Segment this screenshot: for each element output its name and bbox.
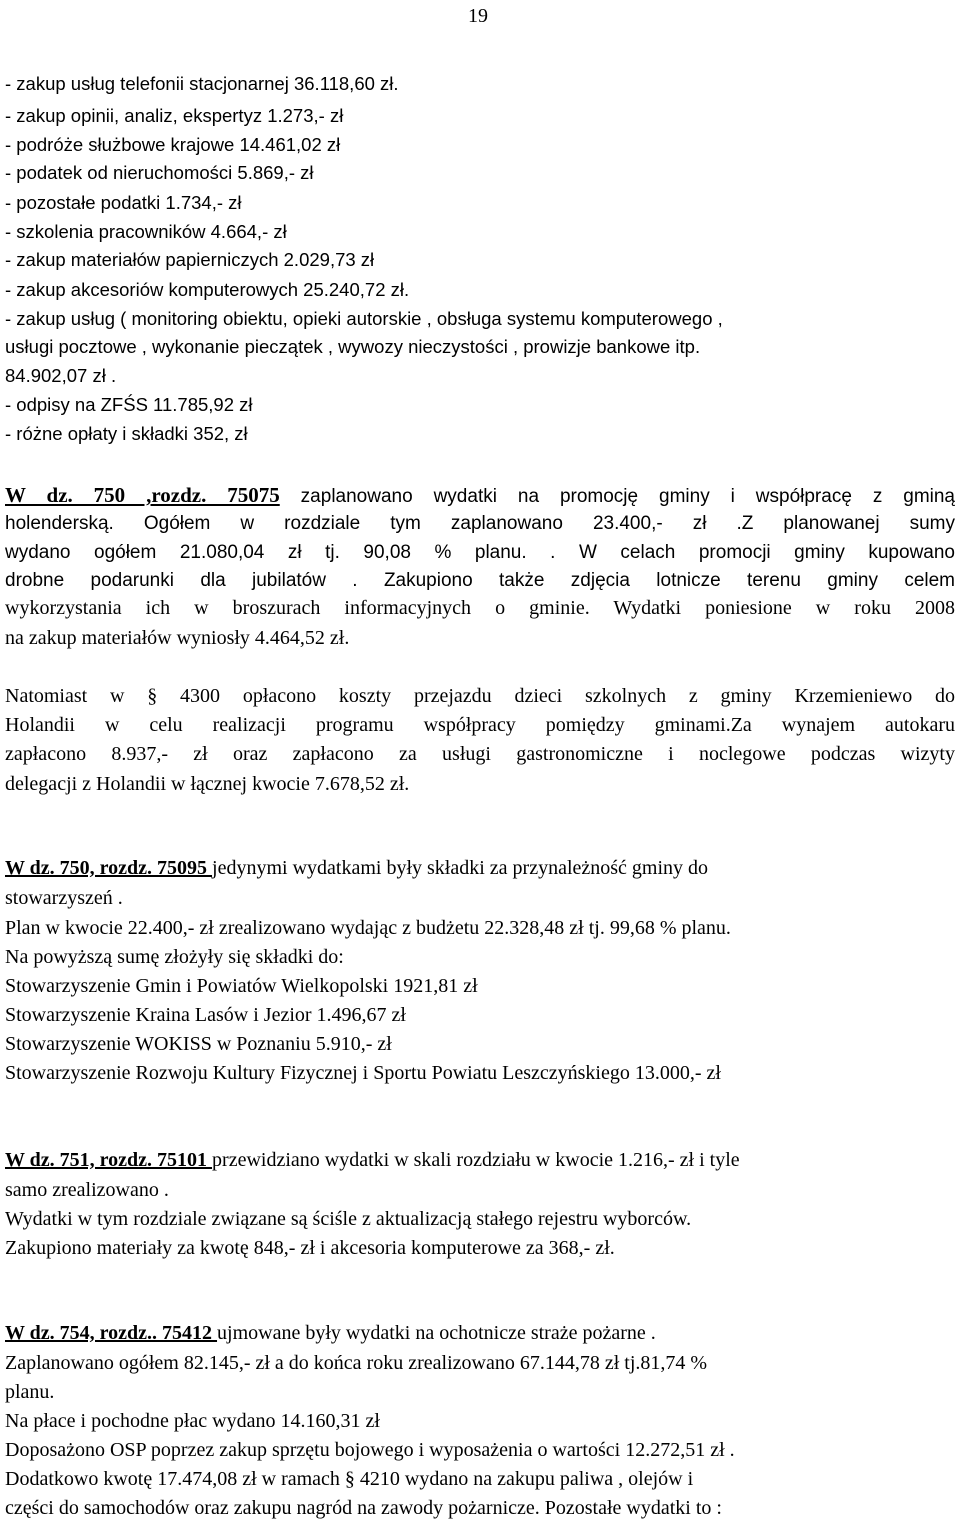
section-75095-line: Stowarzyszenie Kraina Lasów i Jezior 1.496,67 zł — [5, 1004, 406, 1026]
expense-line: - podróże służbowe krajowe 14.461,02 zł — [5, 134, 341, 155]
expense-line: - zakup akcesoriów komputerowych 25.240,72 zł. — [5, 279, 410, 300]
section-75412-line: Dodatkowo kwotę 17.474,08 zł w ramach § 4210 wydano na zakupu paliwa , olejów i — [5, 1468, 694, 1490]
section-75075-line: na zakup materiałów wyniosły 4.464,52 zł. — [5, 627, 350, 649]
section-heading: W dz. 754, rozdz.. 75412 — [5, 1322, 218, 1344]
expense-line: - podatek od nieruchomości 5.869,- zł — [5, 162, 314, 183]
expense-line: 84.902,07 zł . — [5, 365, 117, 386]
section-75075-line: wydano ogółem 21.080,04 zł tj. 90,08 % planu. . W celach promocji gminy kupowano — [5, 542, 955, 563]
section-75101-text: przewidziano wydatki w skali rozdziału w kwocie 1.216,- zł i tyle — [212, 1149, 740, 1171]
section-75075-line — [5, 481, 955, 511]
section-75412-line: Na płace i pochodne płac wydano 14.160,31 zł — [5, 1410, 380, 1432]
section-heading: W dz. 751, rozdz. 75101 — [5, 1149, 213, 1171]
section-75095-line: Stowarzyszenie WOKISS w Poznaniu 5.910,- zł — [5, 1033, 392, 1055]
expense-line: - szkolenia pracowników 4.664,- zł — [5, 221, 287, 242]
section-75412-text: ujmowane były wydatki na ochotnicze straże pożarne . — [217, 1322, 656, 1344]
section-75101-line — [5, 1147, 740, 1173]
section-75412-line: Doposażono OSP poprzez zakup sprzętu bojowego i wyposażenia o wartości 12.272,51 zł . — [5, 1439, 735, 1461]
section-75095-text: jedynymi wydatkami były składki za przynależność gminy do — [212, 857, 709, 879]
section-75412-line: części do samochodów oraz zakupu nagród na zawody pożarnicze. Pozostałe wydatki to : — [5, 1497, 722, 1519]
section-75095-line: stowarzyszeń . — [5, 887, 123, 909]
section-75095-line — [5, 855, 708, 881]
page-number: 19 — [468, 5, 488, 27]
section-75075-text: zaplanowano wydatki na promocję gminy i współpracę z gminą — [279, 486, 955, 507]
section-75412-line — [5, 1320, 656, 1346]
section-75095-line: Na powyższą sumę złożyły się składki do: — [5, 946, 344, 968]
paragraph-4300-line: delegacji z Holandii w łącznej kwocie 7.678,52 zł. — [5, 773, 410, 795]
section-75075-line: holenderską. Ogółem w rozdziale tym zaplanowano 23.400,- zł .Z planowanej sumy — [5, 513, 955, 534]
section-heading: W dz. 750, rozdz. 75095 — [5, 857, 213, 879]
expense-line: - odpisy na ZFŚS 11.785,92 zł — [5, 394, 253, 415]
expense-line: - zakup usług ( monitoring obiektu, opieki autorskie , obsługa systemu komputerowego , — [5, 308, 723, 329]
section-75101-line: samo zrealizowano . — [5, 1179, 169, 1201]
expense-line: - zakup opinii, analiz, ekspertyz 1.273,- zł — [5, 105, 344, 126]
section-75412-line: planu. — [5, 1381, 55, 1403]
section-75095-line: Stowarzyszenie Rozwoju Kultury Fizycznej i Sportu Powiatu Leszczyńskiego 13.000,- zł — [5, 1062, 721, 1084]
paragraph-4300-line: Holandii w celu realizacji programu współpracy pomiędzy gminami.Za wynajem autokaru — [5, 714, 955, 736]
section-75095-line: Stowarzyszenie Gmin i Powiatów Wielkopolski 1921,81 zł — [5, 975, 478, 997]
section-75095-line: Plan w kwocie 22.400,- zł zrealizowano wydając z budżetu 22.328,48 zł tj. 99,68 % planu. — [5, 917, 731, 939]
section-75101-line: Wydatki w tym rozdziale związane są ściśle z aktualizacją stałego rejestru wyborców. — [5, 1208, 692, 1230]
section-75101-line: Zakupiono materiały za kwotę 848,- zł i akcesoria komputerowe za 368,- zł. — [5, 1237, 615, 1259]
section-75075-line: wykorzystania ich w broszurach informacyjnych o gminie. Wydatki poniesione w roku 2008 — [5, 597, 955, 619]
expense-line: - zakup usług telefonii stacjonarnej 36.118,60 zł. — [5, 73, 399, 94]
paragraph-4300-line: Natomiast w § 4300 opłacono koszty przejazdu dzieci szkolnych z gminy Krzemieniewo do — [5, 685, 955, 707]
paragraph-4300-line: zapłacono 8.937,- zł oraz zapłacono za usługi gastronomiczne i noclegowe podczas wizyty — [5, 743, 955, 765]
expense-line: - różne opłaty i składki 352, zł — [5, 423, 248, 444]
section-75075-line: drobne podarunki dla jubilatów . Zakupiono także zdjęcia lotnicze terenu gminy celem — [5, 570, 955, 591]
expense-line: - pozostałe podatki 1.734,- zł — [5, 192, 242, 213]
expense-line: usługi pocztowe , wykonanie pieczątek , wywozy nieczystości , prowizje bankowe itp. — [5, 336, 701, 357]
section-75412-line: Zaplanowano ogółem 82.145,- zł a do końca roku zrealizowano 67.144,78 zł tj.81,74 % — [5, 1352, 708, 1374]
section-heading: W dz. 750 ,rozdz. 75075 — [5, 483, 280, 507]
expense-line: - zakup materiałów papierniczych 2.029,73 zł — [5, 249, 375, 270]
